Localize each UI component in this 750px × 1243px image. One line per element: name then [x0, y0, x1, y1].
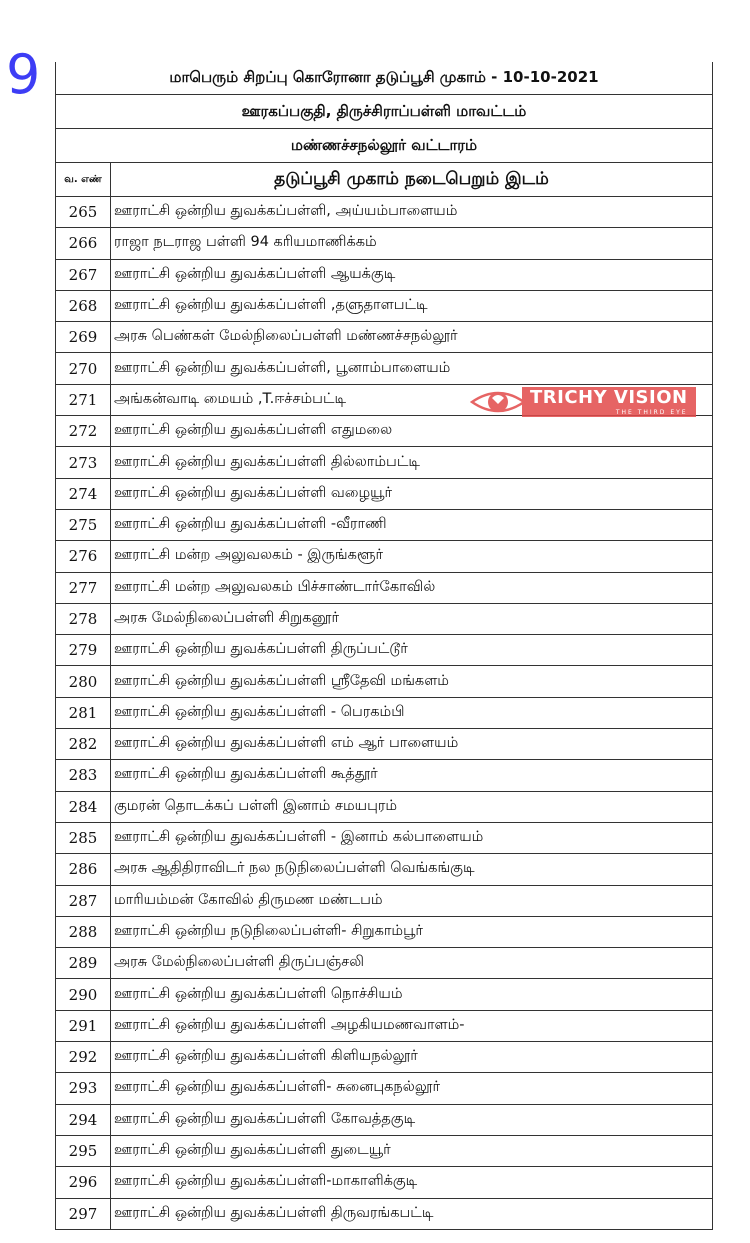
row-serial-number: 275: [56, 510, 111, 540]
row-serial-number: 284: [56, 792, 111, 822]
row-serial-number: 295: [56, 1136, 111, 1166]
table-row: [56, 197, 712, 228]
row-camp-location: ஊராட்சி ஒன்றிய துவக்கப்பள்ளி திருப்பட்டூர்: [114, 641, 408, 658]
row-camp-location: ஊராட்சி ஒன்றிய துவக்கப்பள்ளி- சுனைபுகநல்லூர்: [114, 1079, 441, 1096]
row-serial-number: 279: [56, 635, 111, 665]
row-camp-location: ஊராட்சி ஒன்றிய துவக்கப்பள்ளி ,தளுதாளபட்டி: [114, 297, 428, 314]
table-row: [56, 510, 712, 541]
trichy-vision-watermark: [470, 382, 712, 422]
table-row: [56, 1073, 712, 1104]
row-camp-location: ஊராட்சி ஒன்றிய துவக்கப்பள்ளி-மாகாளிக்குடி: [114, 1173, 418, 1190]
table-row: [56, 228, 712, 259]
table-row: [56, 447, 712, 478]
row-camp-location: மாரியம்மன் கோவில் திருமண மண்டபம்: [114, 891, 383, 908]
row-serial-number: 287: [56, 886, 111, 916]
row-serial-number: 297: [56, 1199, 111, 1229]
watermark-banner: [522, 387, 696, 417]
page-number: 9: [6, 43, 41, 106]
row-camp-location: அரசு மேல்நிலைப்பள்ளி சிறுகனூர்: [114, 610, 340, 626]
table-row: [56, 698, 712, 729]
place-column-header: தடுப்பூசி முகாம் நடைபெறும் இடம்: [274, 168, 549, 189]
row-camp-location: அரசு ஆதிதிராவிடர் நல நடுநிலைப்பள்ளி வெங்கங்குடி: [114, 860, 475, 877]
table-row: [56, 1042, 712, 1073]
block-heading: மண்ணச்சநல்லூர் வட்டாரம்: [56, 129, 712, 163]
vaccination-camp-table: [55, 62, 713, 1230]
row-camp-location: ஊராட்சி ஒன்றிய துவக்கப்பள்ளி -வீராணி: [114, 516, 387, 533]
serial-column-header: வ. எண்: [56, 163, 111, 196]
table-row: [56, 1105, 712, 1136]
row-serial-number: 281: [56, 698, 111, 728]
row-serial-number: 277: [56, 573, 111, 603]
table-row: [56, 948, 712, 979]
row-serial-number: 292: [56, 1042, 111, 1072]
row-serial-number: 280: [56, 666, 111, 696]
row-serial-number: 282: [56, 729, 111, 759]
area-heading: ஊரகப்பகுதி, திருச்சிராப்பள்ளி மாவட்டம்: [56, 95, 712, 129]
table-row: [56, 854, 712, 885]
row-camp-location: ஊராட்சி ஒன்றிய துவக்கப்பள்ளி, அய்யம்பாளையம்: [114, 203, 458, 220]
row-camp-location: ஊராட்சி ஒன்றிய துவக்கப்பள்ளி தில்லாம்பட்டி: [114, 453, 420, 470]
row-serial-number: 273: [56, 447, 111, 477]
row-serial-number: 265: [56, 197, 111, 227]
table-row: [56, 979, 712, 1010]
row-camp-location: ஊராட்சி ஒன்றிய நடுநிலைப்பள்ளி- சிறுகாம்பூர்: [114, 922, 423, 939]
row-camp-location: ஊராட்சி ஒன்றிய துவக்கப்பள்ளி எம் ஆர் பாளையம்: [114, 735, 459, 752]
row-camp-location: ஊராட்சி ஒன்றிய துவக்கப்பள்ளி ஸ்ரீதேவி மங்களம்: [114, 672, 449, 689]
row-serial-number: 296: [56, 1167, 111, 1197]
row-camp-location: ஊராட்சி ஒன்றிய துவக்கப்பள்ளி, பூனாம்பாளையம்: [114, 359, 451, 376]
table-row: [56, 573, 712, 604]
table-row: [56, 260, 712, 291]
row-serial-number: 272: [56, 416, 111, 446]
row-camp-location: ஊராட்சி மன்ற அலுவலகம் பிச்சாண்டார்கோவில்: [114, 578, 436, 595]
row-serial-number: 289: [56, 948, 111, 978]
row-serial-number: 294: [56, 1105, 111, 1135]
table-row: [56, 353, 712, 384]
watermark-tagline: THE THIRD EYE: [615, 408, 688, 416]
row-camp-location: ஊராட்சி ஒன்றிய துவக்கப்பள்ளி கூத்தூர்: [114, 766, 378, 783]
table-row: [56, 1199, 712, 1230]
row-serial-number: 283: [56, 760, 111, 790]
row-camp-location: ஊராட்சி ஒன்றிய துவக்கப்பள்ளி எதுமலை: [114, 422, 393, 439]
table-title: மாபெரும் சிறப்பு கொரோனா தடுப்பூசி முகாம் - 10-10-2021: [56, 62, 712, 95]
watermark-title: TRICHY VISION: [530, 386, 688, 408]
row-serial-number: 266: [56, 228, 111, 258]
row-camp-location: ஊராட்சி ஒன்றிய துவக்கப்பள்ளி கிளியநல்லூர்: [114, 1048, 418, 1065]
row-camp-location: ஊராட்சி ஒன்றிய துவக்கப்பள்ளி அழகியமணவாளம்-: [114, 1016, 465, 1033]
row-camp-location: ஊராட்சி ஒன்றிய துவக்கப்பள்ளி கோவத்தகுடி: [114, 1110, 416, 1127]
table-row: [56, 823, 712, 854]
table-row: [56, 1136, 712, 1167]
row-camp-location: அரசு பெண்கள் மேல்நிலைப்பள்ளி மண்ணச்சநல்லூர்: [114, 328, 458, 345]
row-serial-number: 271: [56, 385, 111, 415]
row-serial-number: 286: [56, 854, 111, 884]
table-row: [56, 729, 712, 760]
table-row: [56, 1167, 712, 1198]
row-serial-number: 270: [56, 353, 111, 383]
row-serial-number: 278: [56, 604, 111, 634]
row-camp-location: ராஜா நடராஜ பள்ளி 94 கரியமாணிக்கம்: [114, 234, 377, 251]
table-row: [56, 666, 712, 697]
row-serial-number: 290: [56, 979, 111, 1009]
table-row: [56, 886, 712, 917]
row-serial-number: 268: [56, 291, 111, 321]
row-camp-location: ஊராட்சி மன்ற அலுவலகம் - இருங்களூர்: [114, 547, 384, 564]
row-serial-number: 274: [56, 479, 111, 509]
eye-logo-icon: [470, 382, 526, 422]
table-row: [56, 792, 712, 823]
row-camp-location: ஊராட்சி ஒன்றிய துவக்கப்பள்ளி - பெரகம்பி: [114, 703, 405, 720]
table-row: [56, 1011, 712, 1042]
row-serial-number: 269: [56, 322, 111, 352]
row-camp-location: குமரன் தொடக்கப் பள்ளி இனாம் சமயபுரம்: [114, 797, 398, 814]
row-serial-number: 285: [56, 823, 111, 853]
row-camp-location: ஊராட்சி ஒன்றிய துவக்கப்பள்ளி வழையூர்: [114, 484, 393, 501]
row-serial-number: 293: [56, 1073, 111, 1103]
table-row: [56, 541, 712, 572]
table-row: [56, 917, 712, 948]
table-row: [56, 322, 712, 353]
row-camp-location: ஊராட்சி ஒன்றிய துவக்கப்பள்ளி திருவரங்கபட்டி: [114, 1204, 434, 1221]
row-camp-location: ஊராட்சி ஒன்றிய துவக்கப்பள்ளி துடையூர்: [114, 1142, 391, 1159]
table-row: [56, 604, 712, 635]
row-serial-number: 291: [56, 1011, 111, 1041]
table-row: [56, 635, 712, 666]
row-camp-location: ஊராட்சி ஒன்றிய துவக்கப்பள்ளி - இனாம் கல்பாளையம்: [114, 829, 484, 846]
row-serial-number: 288: [56, 917, 111, 947]
table-row: [56, 291, 712, 322]
table-body: [56, 197, 712, 1230]
row-camp-location: அங்கன்வாடி மையம் ,T.ஈச்சம்பட்டி: [114, 390, 347, 407]
row-camp-location: அரசு மேல்நிலைப்பள்ளி திருப்பஞ்சலி: [114, 954, 365, 971]
column-header-row: [56, 163, 712, 197]
table-row: [56, 479, 712, 510]
table-row: [56, 760, 712, 791]
row-camp-location: ஊராட்சி ஒன்றிய துவக்கப்பள்ளி நொச்சியம்: [114, 985, 403, 1002]
row-camp-location: ஊராட்சி ஒன்றிய துவக்கப்பள்ளி ஆயக்குடி: [114, 265, 396, 282]
row-serial-number: 276: [56, 541, 111, 571]
row-serial-number: 267: [56, 260, 111, 290]
